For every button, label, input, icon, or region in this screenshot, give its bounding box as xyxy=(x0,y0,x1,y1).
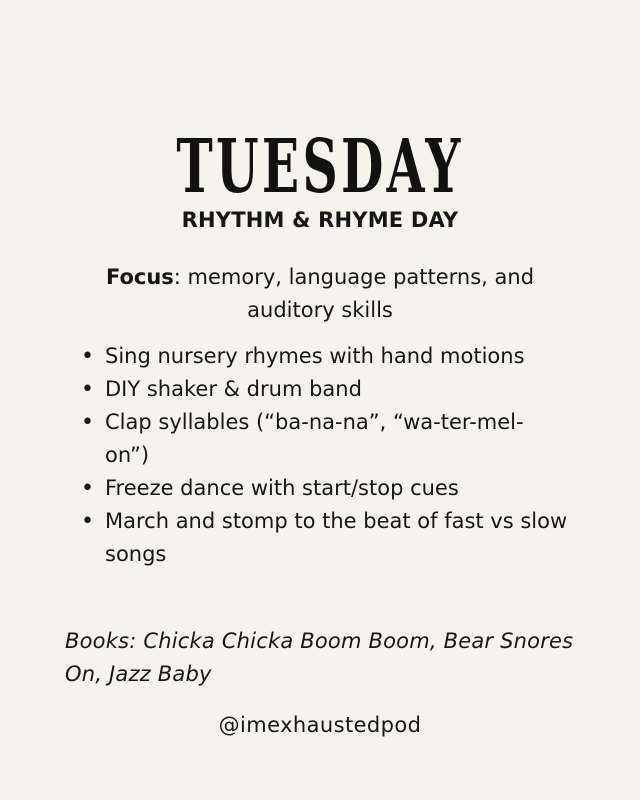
day-title: TUESDAY xyxy=(176,123,464,210)
activity-text: Sing nursery rhymes with hand motions xyxy=(105,344,525,368)
bullet-dot-icon: • xyxy=(81,410,94,435)
activity-item xyxy=(78,472,568,505)
activity-item xyxy=(78,406,568,472)
activity-text: March and stomp to the beat of fast vs slow songs xyxy=(105,509,568,566)
activity-text: DIY shaker & drum band xyxy=(105,377,362,401)
activity-text: Freeze dance with start/stop cues xyxy=(105,476,459,500)
activity-item xyxy=(78,340,568,373)
activity-list xyxy=(78,340,568,571)
theme-subtitle: RHYTHM & RHYME DAY xyxy=(181,208,459,233)
focus-text: : memory, language patterns, and auditory skills xyxy=(173,265,535,322)
bullet-dot-icon: • xyxy=(81,377,94,402)
focus-label: Focus xyxy=(105,265,174,289)
bullet-dot-icon: • xyxy=(81,344,94,369)
activity-text: Clap syllables (“ba-na-na”, “wa-ter-mel-on”) xyxy=(105,410,524,467)
focus-statement xyxy=(100,261,540,327)
book-recommendations: Books: Chicka Chicka Boom Boom, Bear Snores On, Jazz Baby xyxy=(65,629,574,686)
activity-item xyxy=(78,373,568,406)
activity-item xyxy=(78,505,568,571)
creator-handle: @imexhaustedpod xyxy=(218,713,422,737)
bullet-dot-icon: • xyxy=(81,476,94,501)
bullet-dot-icon: • xyxy=(81,509,94,534)
